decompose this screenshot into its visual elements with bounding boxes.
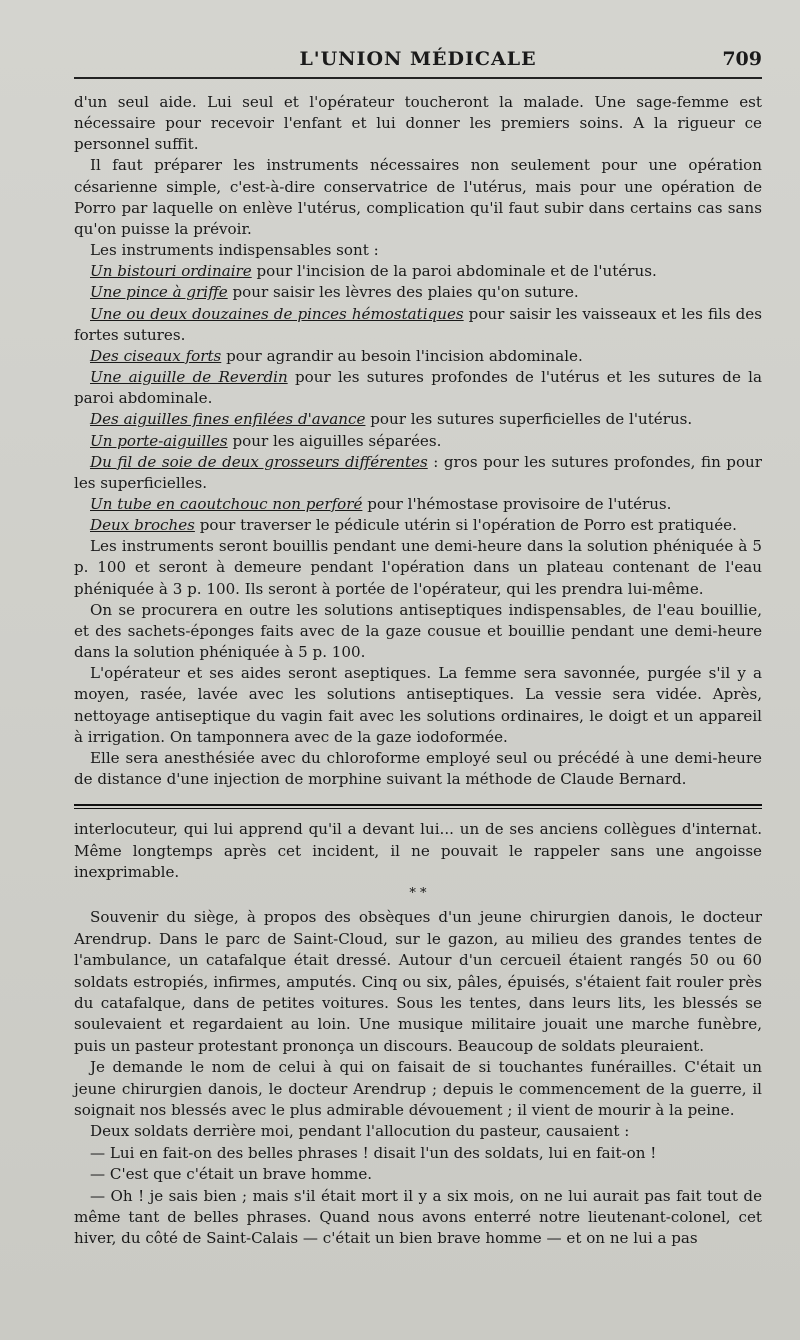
running-title: L'UNION MÉDICALE: [299, 48, 537, 70]
instrument-name: Une pince à griffe: [90, 283, 228, 302]
instrument-name: Un tube en caoutchouc non perforé: [90, 494, 363, 513]
instrument-item: [74, 452, 762, 494]
page-number: 709: [722, 48, 762, 70]
instrument-name: Un bistouri ordinaire: [90, 262, 252, 281]
instrument-purpose: pour agrandir au besoin l'incision abdominale.: [221, 346, 583, 365]
instrument-name: Des ciseaux forts: [90, 346, 222, 365]
instrument-item: [74, 304, 762, 346]
instrument-purpose: pour les sutures superficielles de l'utérus.: [365, 410, 693, 429]
header-rule: [74, 77, 762, 79]
page-header: [74, 0, 762, 72]
instrument-name: Deux broches: [90, 516, 195, 535]
section-cesarean-instructions: [74, 92, 762, 261]
paragraph: Les instruments seront bouillis pendant une demi-heure dans la solution phéniquée à 5 p. 100 et seront à demeure pendant l'opération dans un plateau contenant de l'eau phéniquée à 3 p. 100. Ils seront à portée de l'opérateur, qui les prendra lui-même.: [74, 537, 762, 598]
paragraph: Souvenir du siège, à propos des obsèques d'un jeune chirurgien danois, le docteur Arendrup. Dans le parc de Saint-Cloud, sur le gazon, au milieu des grandes tentes de l'ambulance, un catafalque était dressé. Autour d'un cercueil étaient rangés 50 ou 60 soldats estropiés, infirmes, amputés. Cinq ou six, pâles, épuisés, s'étaient fait rouler près du catafalque, dans de petites voitures. Sous les tentes, dans leurs lits, les blessés se soulevaient et regardaient au loin. Une musique militaire jouait une marche funèbre, puis un pasteur protestant prononça un discours. Beaucoup de soldats pleuraient.: [74, 908, 762, 1055]
instrument-purpose: pour l'hémostase provisoire de l'utérus.: [362, 494, 672, 513]
article-body: [74, 92, 762, 1250]
paragraph: Il faut préparer les instruments nécessaires non seulement pour une opération césarienne simple, c'est-à-dire conservatrice de l'utérus, mais pour une opération de Porro par laquelle on enlève l'utérus, complication qu'il faut subir dans certains cas sans qu'on puisse la prévoir.: [74, 156, 762, 238]
paragraph: — C'est que c'était un brave homme.: [90, 1165, 373, 1184]
instrument-purpose: pour traverser le pédicule utérin si l'opération de Porro est pratiquée.: [194, 516, 737, 535]
paragraph: Elle sera anesthésiée avec du chloroforme employé seul ou précédé à une demi-heure de distance d'une injection de morphine suivant la méthode de Claude Bernard.: [74, 748, 762, 788]
instrument-purpose: pour saisir les vaisseaux et les fils des fortes sutures.: [74, 304, 762, 344]
instrument-item: [74, 431, 762, 452]
instrument-item: [74, 282, 762, 303]
instrument-name: Des aiguilles fines enfilées d'avance: [90, 410, 366, 429]
paragraph: On se procurera en outre les solutions antiseptiques indispensables, de l'eau bouillie, et des sachets-éponges faits avec de la gaze cousue et bouillie pendant une demi-heure dans la solution phéniquée à 5 p. 100.: [74, 600, 762, 662]
instrument-list: [74, 261, 762, 536]
instrument-name: Une aiguille de Reverdin: [90, 368, 288, 387]
instrument-item: [74, 409, 762, 430]
instrument-purpose: : gros pour les sutures profondes, fin pour les superficielles.: [74, 452, 762, 492]
paragraph: Deux soldats derrière moi, pendant l'allocution du pasteur, causaient :: [90, 1122, 630, 1141]
paragraph: Je demande le nom de celui à qui on faisait de si touchantes funérailles. C'était un jeune chirurgien danois, le docteur Arendrup ; depuis le commencement de la guerre, il soignait nos blessés avec le plus admirable dévouement ; il vient de mourir à la peine.: [74, 1058, 762, 1120]
instrument-item: [74, 494, 762, 515]
asterism: * *: [409, 886, 427, 902]
instrument-name: Un porte-aiguilles: [90, 431, 228, 450]
instrument-purpose: pour l'incision de la paroi abdominale et de l'utérus.: [251, 262, 657, 281]
section-preparation: [74, 536, 762, 790]
paragraph: — Lui en fait-on des belles phrases ! disait l'un des soldats, lui en fait-on !: [90, 1143, 657, 1162]
instrument-name: Du fil de soie de deux grosseurs différentes: [90, 452, 428, 471]
instrument-item: [74, 515, 762, 536]
paragraph: L'opérateur et ses aides seront aseptiques. La femme sera savonnée, purgée s'il y a moyen, rasée, lavée avec les solutions antiseptiques. La vessie sera vidée. Après, nettoyage antiseptique du vagin fait avec les solutions ordinaires, le doigt et un appareil à irrigation. On tamponnera avec de la gaze iodoformée.: [74, 664, 762, 746]
instrument-item: [74, 346, 762, 367]
instrument-item: [74, 261, 762, 282]
instrument-purpose: pour les aiguilles séparées.: [227, 431, 442, 450]
section-divider: [74, 804, 762, 809]
paragraph: — Oh ! je sais bien ; mais s'il était mort il y a six mois, on ne lui aurait pas fait tout de même tant de belles phrases. Quand nous avons enterré notre lieutenant-colonel, cet hiver, du côté de Saint-Calais — c'était un bien brave homme — et on ne lui a pas: [74, 1186, 762, 1248]
paragraph: Les instruments indispensables sont :: [90, 241, 379, 260]
instrument-purpose: pour les sutures profondes de l'utérus et les sutures de la paroi abdominale.: [74, 368, 763, 408]
instrument-name: Une ou deux douzaines de pinces hémostatiques: [90, 304, 464, 323]
paragraph: d'un seul aide. Lui seul et l'opérateur toucheront la malade. Une sage-femme est nécessaire pour recevoir l'enfant et lui donner les premiers soins. A la rigueur ce personnel suffit.: [74, 93, 762, 154]
instrument-purpose: pour saisir les lèvres des plaies qu'on suture.: [227, 283, 579, 302]
chronicle-continuation: interlocuteur, qui lui apprend qu'il a devant lui... un de ses anciens collègues d'internat. Même longtemps après cet incident, il ne pouvait le rappeler sans une angoisse inexprimable.: [74, 820, 762, 881]
instrument-item: [74, 367, 762, 409]
section-chronicle: [74, 819, 762, 1250]
